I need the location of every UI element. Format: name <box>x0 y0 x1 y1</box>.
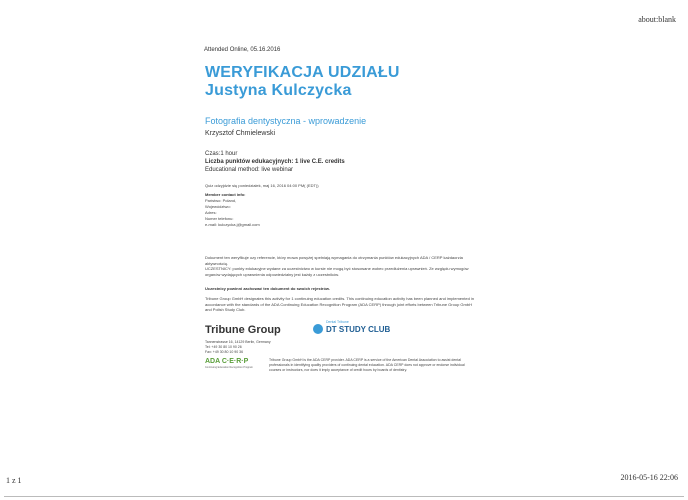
ada-logo-text: ADA <box>205 358 220 365</box>
address-line: Fax: +49 30 80 10 90 36 <box>205 350 244 354</box>
instructor-name: Krzysztof Chmielewski <box>205 130 276 137</box>
dt-logo-small: Dental Tribune <box>326 320 349 324</box>
points-label: Liczba punktów edukacyjnych: <box>205 159 294 165</box>
contact-info <box>205 192 260 228</box>
address-line: Tannenstrasse 16, 14129 Berlin, Germany <box>205 340 271 344</box>
dt-logo-main: DT STUDY CLUB <box>326 325 391 334</box>
quiz-info: Quiz odzyjdzie się poniedziałek, maj 16, 2016 04:00 PM( (EDT)) <box>205 183 319 188</box>
points-value: 1 live C.E. credits <box>295 159 345 165</box>
contact-line: Adres: <box>205 210 217 215</box>
dt-study-club-logo <box>313 320 393 342</box>
printed-datetime: 2016-05-16 22:06 <box>620 473 678 482</box>
footer-divider <box>4 496 684 497</box>
ada-cerp-logo <box>205 358 255 382</box>
contact-header: Member contact info: <box>205 192 246 197</box>
attended-date: Attended Online, 05.16.2016 <box>204 47 281 53</box>
tribune-address <box>205 340 271 355</box>
contact-line: Numer telefonu: <box>205 216 234 221</box>
contact-line: e-mail: kulczycka.j@gmail.com <box>205 222 260 227</box>
verification-text: Dokument ten weryfikuje ozy referencie, który mowa powyżej spełniają wymagania do otrzymania punktów edukacyjnych ADA / CERP każdaorzia aktywnością. <box>205 255 463 266</box>
points-line <box>205 159 345 165</box>
ada-logo-subtitle: Continuing Education Recognition Program <box>205 366 253 369</box>
certificate-title: WERYFIKACJA UDZIAŁU <box>205 64 400 81</box>
contact-line: Państwo: Poland, <box>205 198 237 203</box>
ada-logo-cerp: C·E·R·P <box>221 358 249 365</box>
page-counter: 1 z 1 <box>6 476 22 485</box>
educational-method: Educational method: live webinar <box>205 167 294 173</box>
tribune-designation-text: Tribune Group GmbH designates this activity for 1 continuing education credits. This continuing education activity has been planned and implemented in accordance with the standards of the ADA Continuing Education Recognition Program (ADA CERP) through joint efforts between Tribune Group GmbH and Polish Study Club. <box>205 296 475 312</box>
course-title: Fotografia dentystyczna - wprowadzenie <box>205 116 367 126</box>
course-time: Czas:1 hour <box>205 151 238 157</box>
keep-document-notice: Uczestnicy powinni zachować ten dokument do swoich rejestrów. <box>205 286 330 291</box>
browser-url: about:blank <box>638 15 676 24</box>
tribune-group-logo: Tribune Group <box>205 324 281 336</box>
participant-name: Justyna Kulczycka <box>205 82 352 99</box>
ada-cerp-disclaimer: Tribune Group GmbH is the ADA CERP provider. ADA CERP is a service of the American Dental Association to assist dental professionals in identifying quality providers of continuing dental education. ADA CERP does not approve or endorse individual courses or instructors, nor does it imply acceptance of credit hours by boards of dentistry. <box>269 358 465 372</box>
verification-paragraphs <box>205 255 475 277</box>
participants-notice: UCZESTNICY: punkty edukacyjne wydane za uczestnictwo w kursie nie mogą być stosowane wobec przedłużenia uprawnień. Ze względu wymogów organów wydających uprawnienia odpowiedzialny jest każdy z uczestników. <box>205 266 469 277</box>
dt-logo-icon <box>313 324 323 334</box>
contact-line: Województwo: <box>205 204 231 209</box>
address-line: Tel: +49 30 80 10 90 26 <box>205 345 242 349</box>
